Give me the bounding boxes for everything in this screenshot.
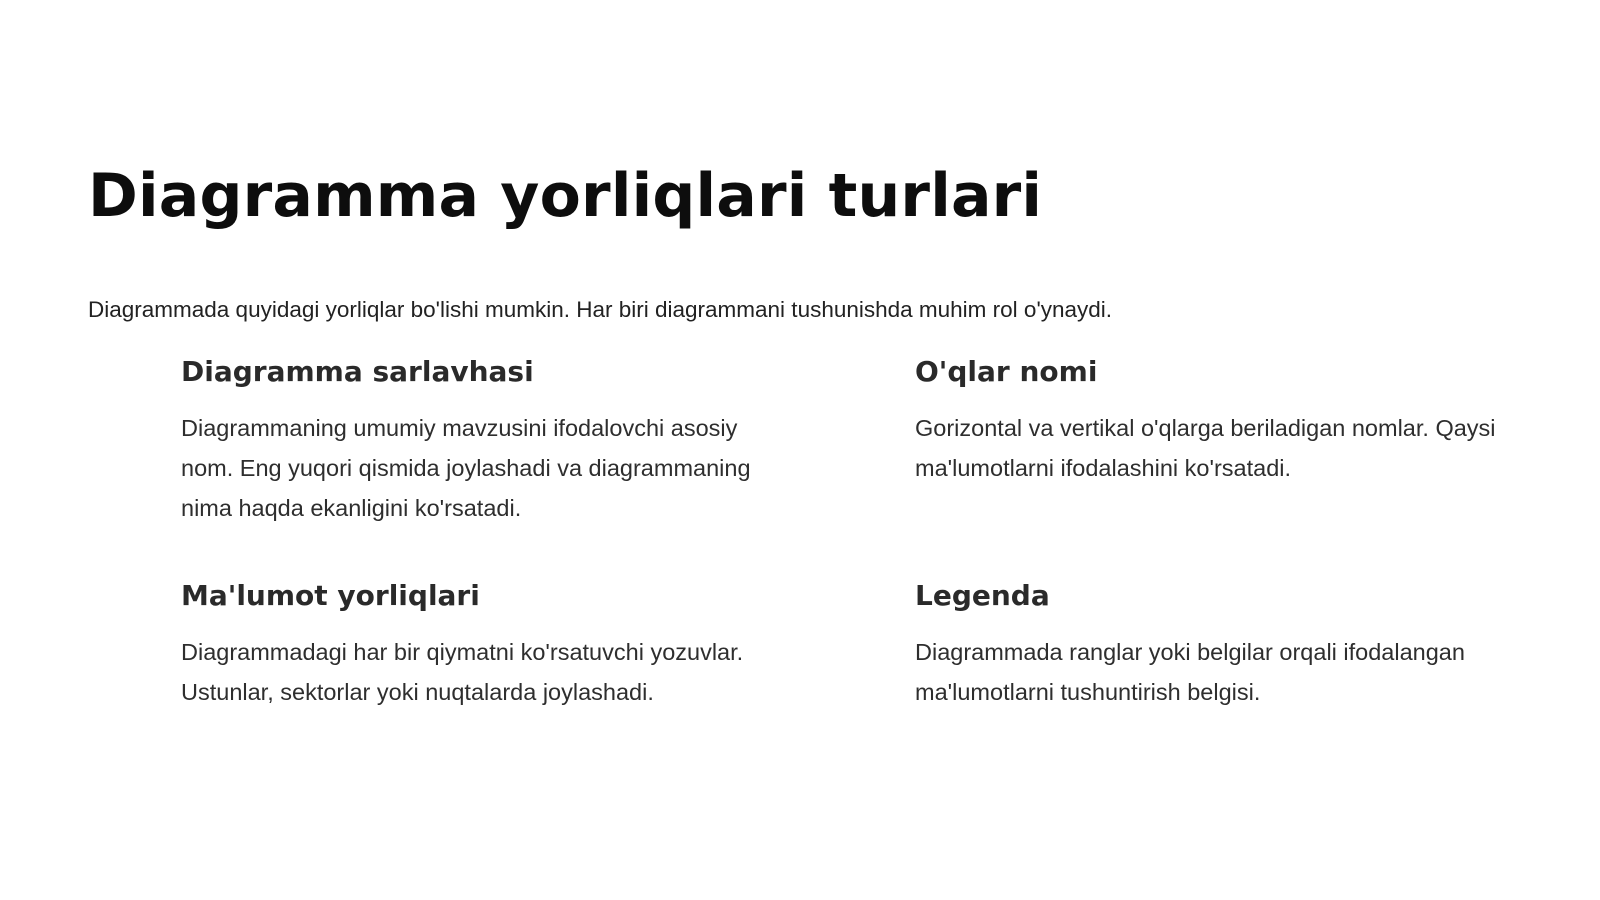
card-chart-title (181, 350, 801, 528)
card-text: Gorizontal va vertikal o'qlarga beriladigan nomlar. Qaysi ma'lumotlarni ifodalashini ko'rsatadi. (915, 415, 1496, 481)
card-data-labels (181, 574, 801, 712)
card-heading: Legenda (915, 579, 1050, 612)
slide-intro: Diagrammada quyidagi yorliqlar bo'lishi mumkin. Har biri diagrammani tushunishda muhim rol o'ynaydi. (88, 297, 1113, 322)
card-axis-titles (915, 350, 1535, 488)
card-text: Diagrammaning umumiy mavzusini ifodalovchi asosiy nom. Eng yuqori qismida joylashadi va diagrammaning nima haqda ekanligini ko'rsatadi. (181, 415, 751, 521)
card-heading: Ma'lumot yorliqlari (181, 579, 480, 612)
card-heading: O'qlar nomi (915, 355, 1098, 388)
card-heading: Diagramma sarlavhasi (181, 355, 534, 388)
card-text: Diagrammadagi har bir qiymatni ko'rsatuvchi yozuvlar. Ustunlar, sektorlar yoki nuqtalarda joylashadi. (181, 639, 744, 705)
slide-title: Diagramma yorliqlari turlari (88, 161, 1043, 231)
card-legend (915, 574, 1535, 712)
card-text: Diagrammada ranglar yoki belgilar orqali ifodalangan ma'lumotlarni tushuntirish belgisi. (915, 639, 1465, 705)
